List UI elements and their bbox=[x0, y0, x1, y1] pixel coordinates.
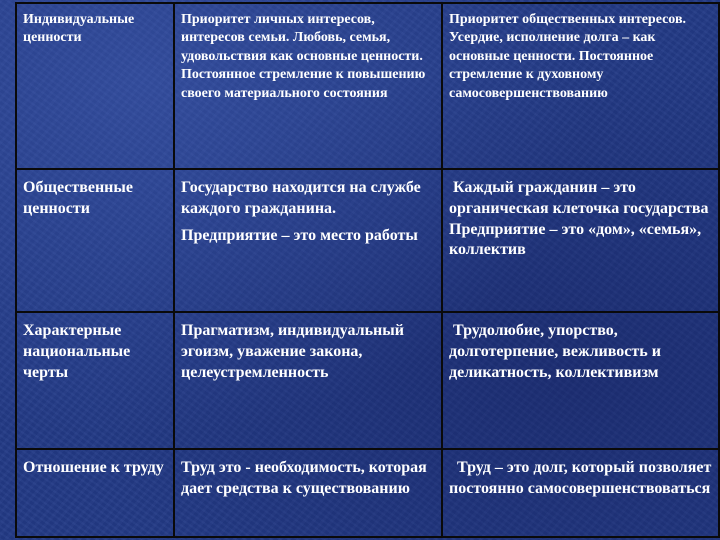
cell-national-traits-individual: Прагматизм, индивидуальный эгоизм, уважение закона, целеустремленность bbox=[174, 312, 442, 449]
row-label-national-traits: Характерные национальные черты bbox=[16, 312, 174, 449]
header-cell-public-priority: Приоритет общественных интересов. Усердие, исполнение долга – как основные ценности. Постоянное стремление к духовному самосовершенствованию bbox=[442, 3, 719, 169]
cell-national-traits-collective: Трудолюбие, упорство, долготерпение, вежливость и деликатность, коллективизм bbox=[442, 312, 719, 449]
cell-paragraph-enterprise: Предприятие – это место работы bbox=[181, 226, 418, 244]
cell-public-values-individual bbox=[174, 169, 442, 312]
table-row-attitude-to-work bbox=[16, 449, 719, 537]
row-label-attitude-to-work: Отношение к труду bbox=[16, 449, 174, 537]
row-label-public-values: Общественные ценности bbox=[16, 169, 174, 312]
table-row-national-traits bbox=[16, 312, 719, 449]
values-comparison-table bbox=[15, 2, 720, 538]
cell-public-values-collective: Каждый гражданин – это органическая клеточка государства Предприятие – это «дом», «семья», коллектив bbox=[442, 169, 719, 312]
cell-attitude-to-work-individual: Труд это - необходимость, которая дает средства к существованию bbox=[174, 449, 442, 537]
table-row-public-values bbox=[16, 169, 719, 312]
table-header-row bbox=[16, 3, 719, 169]
header-cell-personal-priority: Приоритет личных интересов, интересов семьи. Любовь, семья, удовольствия как основные ценности. Постоянное стремление к повышению своего материального состояния bbox=[174, 3, 442, 169]
cell-attitude-to-work-collective: Труд – это долг, который позволяет постоянно самосовершенствоваться bbox=[442, 449, 719, 537]
header-cell-individual-values: Индивидуальные ценности bbox=[16, 3, 174, 169]
cell-paragraph-state: Государство находится на службе каждого гражданина. bbox=[181, 179, 421, 217]
